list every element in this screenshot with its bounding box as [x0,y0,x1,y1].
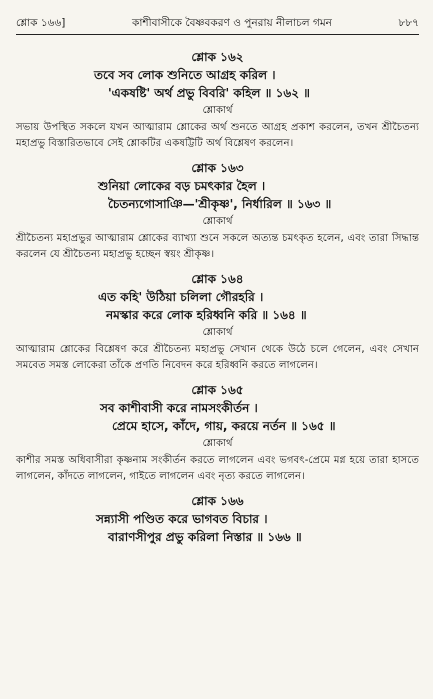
verse-line-2: 'একষষ্টি' অর্থ প্রভু বিবরি' কহিল ॥ ১৬২ ॥ [108,86,310,100]
verse-title: শ্লোক ১৬৫ [191,383,244,397]
translation-label: শ্লোকার্থ [202,216,233,227]
verse-165 [16,382,419,485]
verse-162 [16,49,419,152]
verse-gap [16,152,419,160]
translation-text: সভায় উপস্থিত সকলে যখন আত্মারাম শ্লোকের অর্থ শুনতে আগ্রহ প্রকাশ করলেন, তখন শ্রীচৈতন্য মহাপ্রভু বিস্তারিতভাবে সেই শ্লোকটির একষট্টিটি অর্থ বিশ্লেষণ করলেন। [16,122,419,149]
verse-line-1: শুনিয়া লোকের বড় চমৎকার হৈল । [98,179,266,193]
translation-label: শ্লোকার্থ [202,438,233,449]
header-page-number: ৮৮৭ [398,17,419,29]
verse-166 [16,493,419,546]
verse-163 [16,160,419,263]
verse-title: শ্লোক ১৬৩ [191,161,244,175]
translation-label: শ্লোকার্থ [202,105,233,116]
translation-text: আত্মারাম শ্লোকের বিশ্লেষণ করে শ্রীচৈতন্য মহাপ্রভু সেখান থেকে উঠে চলে গেলেন, এবং সেখান সমবেত সমস্ত লোকেরা তাঁকে প্রণতি নিবেদন করে হরিধ্বনি করতে লাগলেন। [16,344,419,371]
verse-line-2: চৈতন্যগোসাঞি—'শ্রীকৃষ্ণ', নির্ধারিল ॥ ১৬৩ ॥ [108,197,332,211]
verse-title: শ্লোক ১৬৬ [191,494,244,508]
verse-164 [16,271,419,374]
header-verse-range: শ্লোক ১৬৬] [16,17,66,29]
translation-label: শ্লোকার্থ [202,327,233,338]
verse-line-2: প্রেমে হাসে, কাঁদে, গায়, করয়ে নর্তন ॥ ১৬৫ ॥ [112,419,336,433]
verse-title: শ্লোক ১৬৪ [191,272,244,286]
verse-line-1: তবে সব লোক শুনিতে আগ্রহ করিল । [94,68,276,82]
verse-line-1: সন্ন্যাসী পণ্ডিত করে ভাগবত বিচার । [96,512,268,526]
running-header [16,16,419,31]
verse-gap [16,485,419,493]
verse-line-2: বারাণসীপুর প্রভু করিলা নিস্তার ॥ ১৬৬ ॥ [108,530,302,544]
verse-line-1: সব কাশীবাসী করে নামসংকীর্তন । [100,401,258,415]
verse-gap [16,263,419,271]
verse-gap [16,374,419,382]
verse-line-2: নমস্কার করে লোক হরিধ্বনি করি ॥ ১৬৪ ॥ [106,308,307,322]
header-rule [16,34,419,35]
verse-line-1: এত কহি' উঠিয়া চলিলা গৌরহরি । [98,290,264,304]
translation-text: কাশীর সমস্ত অধিবাসীরা কৃষ্ণনাম সংকীর্তন করতে লাগলেন এবং ভগবৎ-প্রেমে মগ্ন হয়ে তারা হাসতে লাগলেন, কাঁদতে লাগলেন, গাইতে লাগলেন এবং নৃত্য করতে লাগলেন। [16,455,419,482]
translation-text: শ্রীচৈতন্য মহাপ্রভুর আত্মারাম শ্লোকের ব্যাখ্যা শুনে সকলে অত্যন্ত চমৎকৃত হলেন, এবং তারা সিদ্ধান্ত করলেন যে শ্রীচৈতন্য মহাপ্রভু হচ্ছেন স্বয়ং শ্রীকৃষ্ণ। [16,233,419,260]
verse-title: শ্লোক ১৬২ [191,50,244,64]
header-chapter-title: কাশীবাসীকে বৈষ্ণবকরণ ও পুনরায় নীলাচল গমন [132,17,332,29]
